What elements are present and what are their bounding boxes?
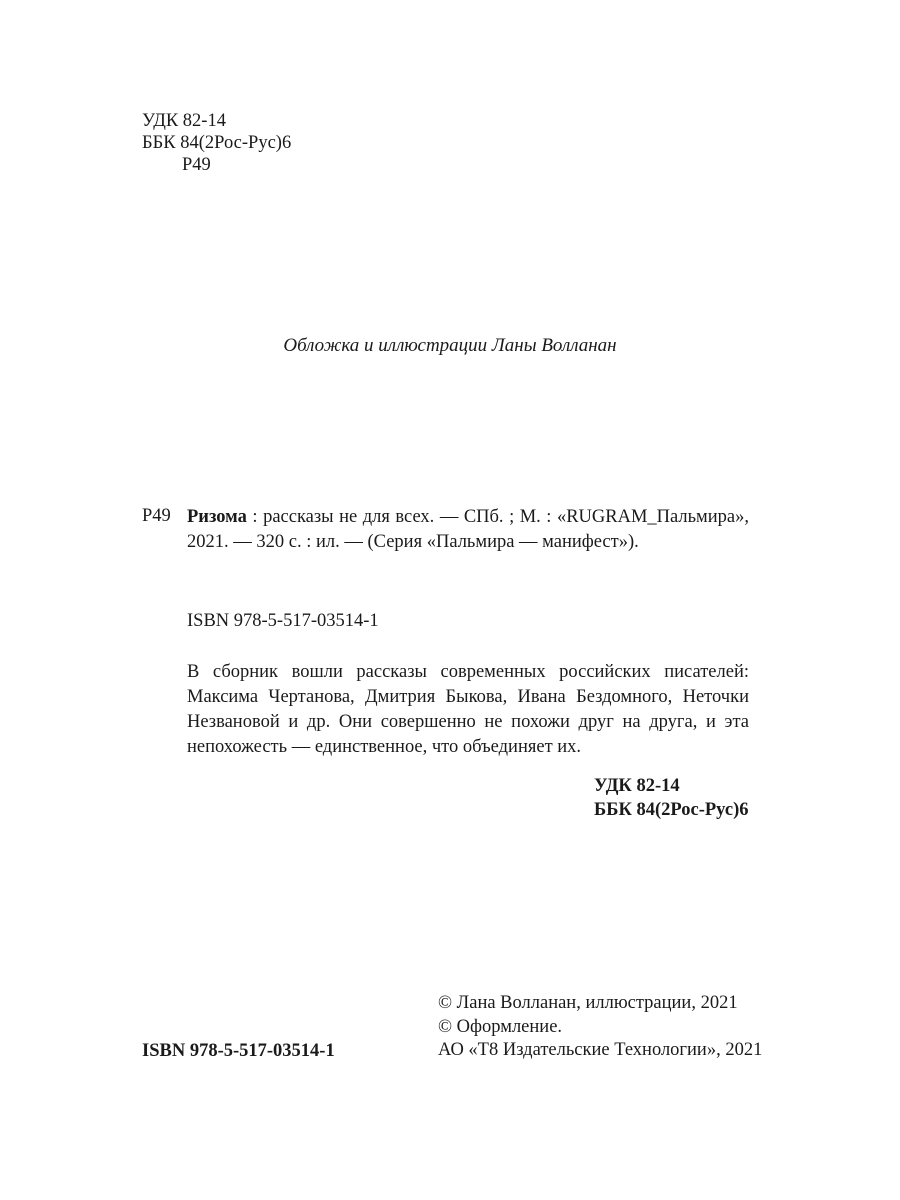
bibliographic-entry	[187, 505, 749, 555]
bottom-udk-code: УДК 82-14	[594, 776, 680, 796]
bibliographic-description: : рассказы не для всех. — СПб. ; М. : «RUGRAM_Пальмира», 2021. — 320 с. : ил. — (Серия «Пальмира — манифест»).	[187, 507, 749, 552]
bibliographic-author-mark: Р49	[142, 506, 171, 526]
bottom-bbk-code: ББК 84(2Рос-Рус)6	[594, 800, 749, 820]
cover-credit: Обложка и иллюстрации Ланы Волланан	[283, 335, 617, 356]
isbn-body: ISBN 978-5-517-03514-1	[187, 611, 379, 631]
bottom-classification-codes	[594, 775, 748, 823]
copyright-block	[438, 992, 762, 1063]
top-classification-codes	[142, 110, 291, 176]
top-bbk-code: ББК 84(2Рос-Рус)6	[142, 133, 292, 153]
top-author-mark: Р49	[182, 155, 211, 175]
top-udk-code: УДК 82-14	[142, 111, 226, 131]
book-title: Ризома	[187, 507, 247, 527]
copyright-publisher: АО «Т8 Издательские Технологии», 2021	[438, 1040, 763, 1060]
isbn-bottom: ISBN 978-5-517-03514-1	[142, 1041, 335, 1061]
copyright-design: © Оформление.	[438, 1016, 563, 1037]
annotation: В сборник вошли рассказы современных российских писателей: Максима Чертанова, Дмитрия Быкова, Ивана Бездомного, Неточки Незвановой и др. Они совершенно не похожи друг на друга, и эта непохожесть — единственное, что объединяет их.	[187, 662, 749, 757]
copyright-illustrations: © Лана Волланан, иллюстрации, 2021	[438, 993, 738, 1013]
